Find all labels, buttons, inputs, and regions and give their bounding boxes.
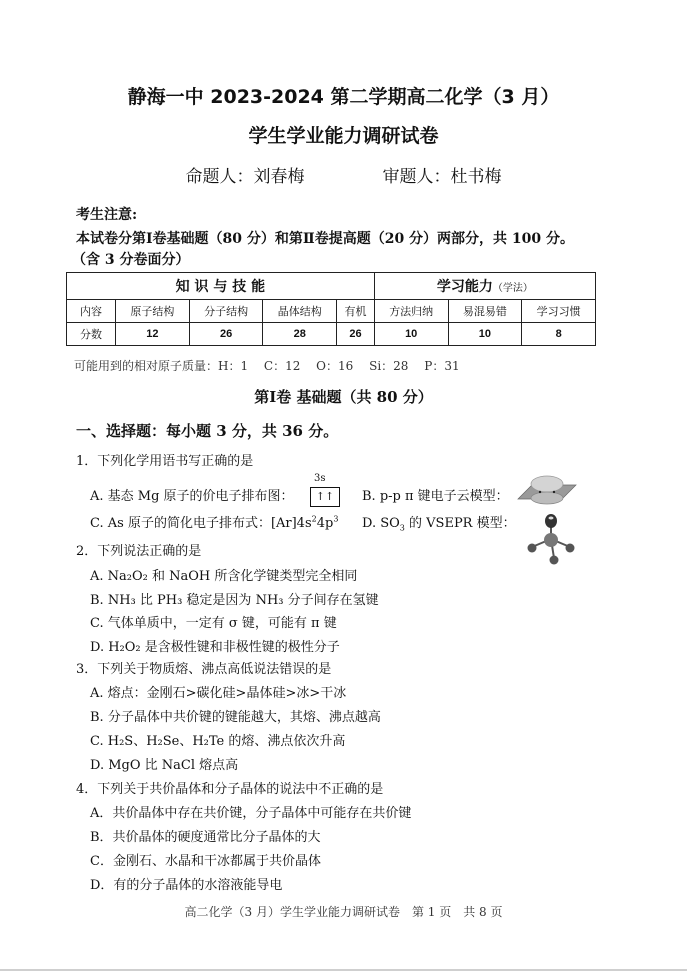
score-cell: 26 — [337, 323, 375, 346]
col-header: 分子结构 — [189, 300, 263, 323]
section1-title: 一、选择题：每小题 3 分，共 36 分。 — [76, 422, 339, 440]
group-knowledge: 知 识 与 技 能 — [67, 273, 375, 300]
question-2-option-b: B. NH₃ 比 PH₃ 稳定是因为 NH₃ 分子间存在氢键 — [90, 593, 379, 608]
score-table-header-row — [67, 300, 596, 323]
score-cell: 26 — [189, 323, 263, 346]
score-cell: 8 — [522, 323, 596, 346]
author: 命题人：刘春梅 — [185, 167, 305, 187]
notice-line-1: 本试卷分第Ⅰ卷基础题（80 分）和第Ⅱ卷提高题（20 分）两部分，共 100 分。 — [76, 231, 575, 247]
orbital-label: 3s — [314, 473, 326, 484]
question-2-option-a: A. Na₂O₂ 和 NaOH 所含化学键类型完全相同 — [90, 569, 358, 584]
exam-title: 静海一中 2023-2024 第二学期高二化学（3 月） — [127, 86, 560, 108]
question-4-option-b: B．共价晶体的硬度通常比分子晶体的大 — [90, 830, 321, 845]
question-1-stem: 1．下列化学用语书写正确的是 — [76, 454, 254, 469]
question-4-option-c: C．金刚石、水晶和干冰都属于共价晶体 — [90, 854, 321, 869]
question-3-option-b: B. 分子晶体中共价键的键能越大，其熔、沸点越高 — [90, 710, 381, 725]
page-footer: 高二化学（3 月）学生学业能力调研试卷 第 1 页 共 8 页 — [184, 905, 503, 919]
question-1-option-d: D. $SO_3$ 的 VSEPR 模型： — [362, 516, 516, 533]
question-4-option-a: A．共价晶体中存在共价键，分子晶体中可能存在共价键 — [90, 806, 412, 821]
notice-line-2: （含 3 分卷面分） — [72, 252, 190, 268]
score-table — [66, 272, 596, 346]
col-header: 晶体结构 — [263, 300, 337, 323]
authors — [0, 162, 687, 187]
question-4-option-d: D．有的分子晶体的水溶液能导电 — [90, 878, 283, 893]
question-2-stem: 2．下列说法正确的是 — [76, 544, 202, 559]
score-cell: 12 — [116, 323, 190, 346]
question-2-option-c: C. 气体单质中，一定有 σ 键，可能有 π 键 — [90, 616, 337, 631]
exam-subtitle: 学生学业能力调研试卷 — [248, 125, 439, 147]
reviewer: 审题人：杜书梅 — [382, 167, 502, 187]
score-table-value-row — [67, 323, 596, 346]
col-header: 方法归纳 — [374, 300, 448, 323]
question-3-option-d: D. MgO 比 NaCl 熔点高 — [90, 758, 239, 773]
row-header-content: 内容 — [67, 300, 116, 323]
notice-heading: 考生注意: — [76, 207, 138, 223]
question-1-option-b: B. p-p π 键电子云模型： — [362, 489, 509, 504]
score-cell: 10 — [374, 323, 448, 346]
score-cell: 10 — [448, 323, 522, 346]
atomic-masses: 可能用到的相对原子质量：H：1 C：12 O：16 Si：28 P：31 — [74, 359, 460, 373]
part1-title: 第Ⅰ卷 基础题（共 80 分） — [254, 388, 433, 406]
question-3-option-a: A. 熔点：金刚石>碳化硅>晶体硅>冰>干冰 — [90, 686, 347, 701]
question-1-option-a: A. 基态 Mg 原子的价电子排布图： — [90, 489, 294, 504]
col-header: 原子结构 — [116, 300, 190, 323]
orbital-arrows: ↑↑ — [310, 487, 340, 507]
score-table-group-row — [67, 273, 596, 300]
question-4-stem: 4．下列关于共价晶体和分子晶体的说法中不正确的是 — [76, 782, 384, 797]
pi-bond-cloud-icon — [514, 472, 580, 506]
col-header: 易混易错 — [448, 300, 522, 323]
so3-vsepr-model-icon — [520, 512, 582, 568]
score-cell: 28 — [263, 323, 337, 346]
question-2-option-d: D. H₂O₂ 是含极性键和非极性键的极性分子 — [90, 640, 340, 655]
col-header: 有机 — [337, 300, 375, 323]
question-3-stem: 3．下列关于物质熔、沸点高低说法错误的是 — [76, 662, 332, 677]
group-learning: 学习能力（学法） — [374, 273, 595, 300]
col-header: 学习习惯 — [522, 300, 596, 323]
row-header-score: 分数 — [67, 323, 116, 346]
question-1-option-c: C. As 原子的简化电子排布式：$[Ar]4s^24p^3$ — [90, 514, 339, 531]
question-3-option-c: C. H₂S、H₂Se、H₂Te 的熔、沸点依次升高 — [90, 734, 346, 749]
